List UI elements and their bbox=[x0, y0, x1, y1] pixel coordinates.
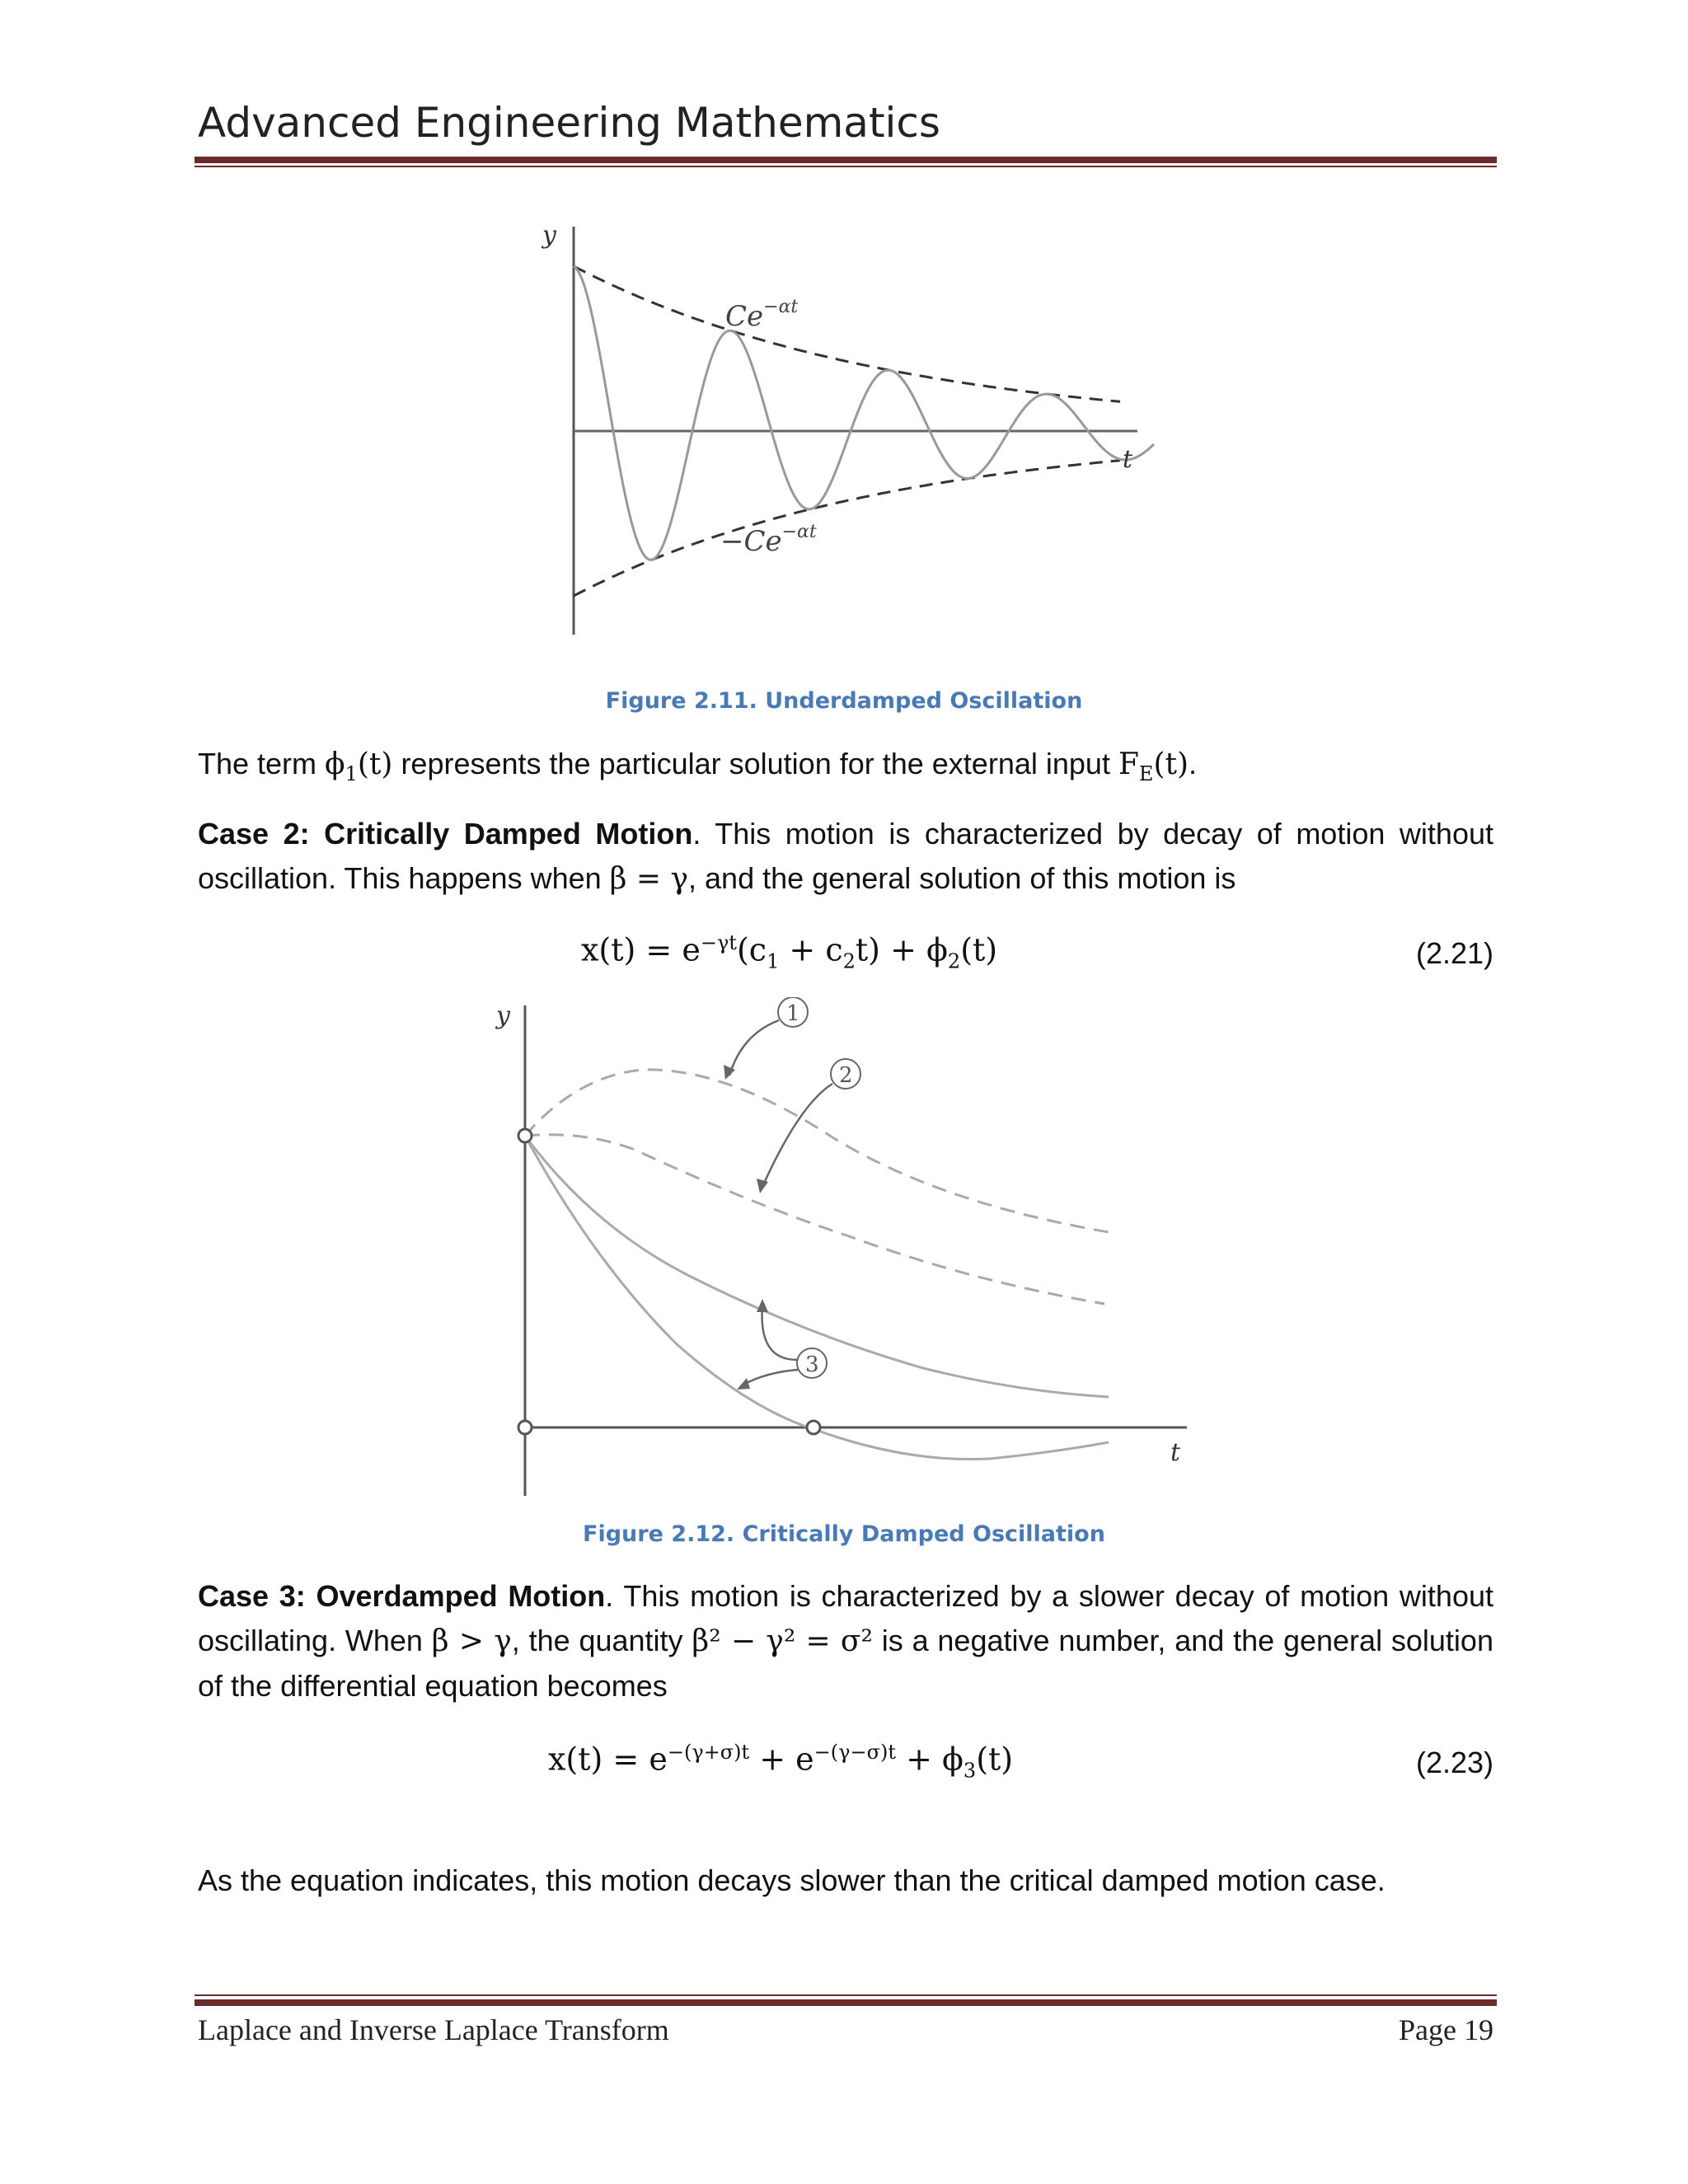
footer-left-title: Laplace and Inverse Laplace Transform bbox=[198, 2013, 669, 2046]
fig2-axis-y-label: y bbox=[496, 1001, 510, 1030]
fig1-axis-y-label: y bbox=[542, 221, 556, 250]
fig1-label-upper: $Ce^{-\alpha t}$ bbox=[725, 297, 799, 333]
figure-underdamped bbox=[528, 210, 1170, 655]
fig1-envelope-lower bbox=[574, 461, 1120, 596]
figure-critically-damped bbox=[478, 997, 1220, 1508]
fig1-oscillation-curve bbox=[574, 266, 1154, 560]
equation-2-23: $x(t) = e^{-(\gamma+\sigma)t} + e^{-(\gamma-\sigma)t} + \phi_3(t)$ bbox=[548, 1741, 1014, 1783]
fig2-curve-1 bbox=[525, 1070, 1109, 1232]
fig2-marker-1-text: 1 bbox=[786, 1001, 800, 1026]
fig2-marker-3-text: 3 bbox=[805, 1352, 819, 1377]
fig2-curve-2 bbox=[525, 1135, 1104, 1304]
fig2-curve-3b bbox=[525, 1136, 1109, 1460]
fig2-origin-point bbox=[518, 1421, 532, 1434]
fig2-marker-2-text: 2 bbox=[839, 1063, 853, 1088]
equation-number-2-21: (2.21) bbox=[1415, 936, 1493, 970]
header-rule-thick bbox=[195, 157, 1497, 163]
fig2-arrow-2 bbox=[762, 1084, 832, 1187]
footer-rule-thick bbox=[195, 1999, 1497, 2006]
footer-rule-thin bbox=[195, 1994, 1497, 1996]
fig1-axis-t-label: t bbox=[1123, 445, 1133, 474]
fig2-crossing-point bbox=[807, 1421, 820, 1434]
fig2-arrowhead-3b bbox=[737, 1378, 750, 1390]
fig2-arrow-1 bbox=[729, 1020, 779, 1076]
fig1-envelope-upper bbox=[574, 266, 1120, 401]
fig2-arrow-3a bbox=[762, 1306, 797, 1360]
paragraph-particular-solution: The term $\phi_1(t)$ represents the particular solution for the external input $F_E(t)$. bbox=[198, 747, 1198, 786]
paragraph-case2: Case 2: Critically Damped Motion. This motion is characterized by decay of motion without oscillation. This happens when β = γ, and the general solution of this motion is bbox=[198, 817, 1493, 896]
footer-page-number: Page 19 bbox=[1399, 2013, 1493, 2046]
equation-number-2-23: (2.23) bbox=[1415, 1746, 1493, 1779]
fig2-arrowhead-2 bbox=[757, 1179, 768, 1193]
paragraph-case3: Case 3: Overdamped Motion. This motion is characterized by a slower decay of motion without oscillating. When β > γ, the quantity β² − γ² = σ² is a negative number, and the general solution of the differential equation becomes bbox=[198, 1579, 1493, 1703]
equation-2-21: $x(t) = e^{-\gamma t}(c_1 + c_2t) + \phi_2(t)$ bbox=[581, 931, 998, 973]
fig2-arrowhead-1 bbox=[724, 1065, 735, 1080]
fig2-initial-point bbox=[518, 1129, 532, 1142]
fig2-arrow-3b bbox=[743, 1370, 798, 1385]
figure1-caption: Figure 2.11. Underdamped Oscillation bbox=[605, 688, 1083, 714]
fig2-arrowhead-3a bbox=[757, 1299, 768, 1312]
figure2-caption: Figure 2.12. Critically Damped Oscillation bbox=[583, 1521, 1105, 1547]
paragraph-final: As the equation indicates, this motion decays slower than the critical damped motion case. bbox=[198, 1863, 1386, 1897]
fig1-label-lower: $-Ce^{-\alpha t}$ bbox=[720, 522, 817, 558]
fig2-axis-t-label: t bbox=[1170, 1438, 1181, 1467]
header-rule-thin bbox=[195, 166, 1497, 167]
page-header-title: Advanced Engineering Mathematics bbox=[198, 99, 940, 147]
